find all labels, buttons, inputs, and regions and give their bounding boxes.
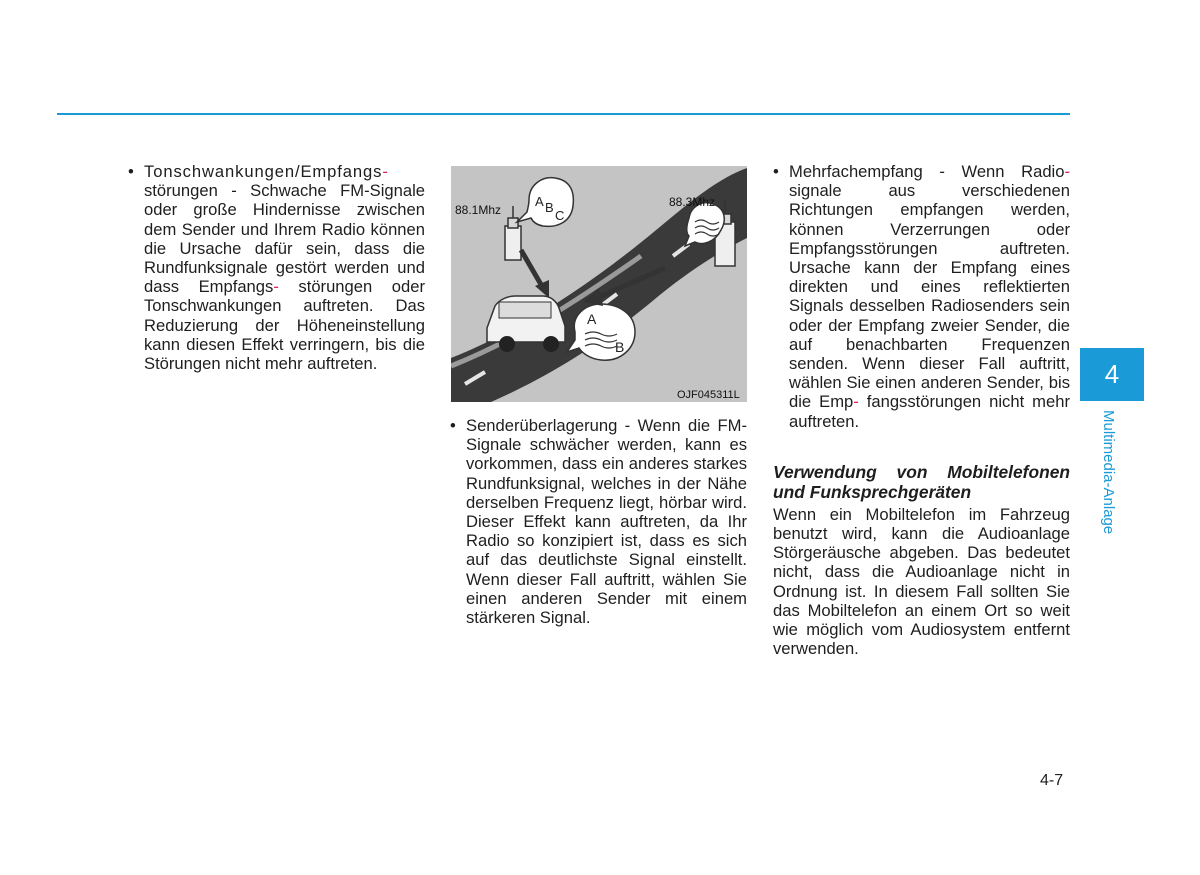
bullet-dot: • [128,162,134,181]
frequency-label-right: 88.3Mhz [669,195,716,209]
bullet-tonschwankungen-text: störungen - Schwache FM-Signale oder große Hindernisse zwischen dem Sender und Ihrem Radio können die Ursache dafür sein, dass die Rundfunksignale gestört werden und dass Empfangs [144,181,425,297]
signal-arrow-left-icon [521,250,549,298]
column-left [128,162,425,373]
bullet-dot: • [773,162,779,181]
hyphen-mark: - [1064,162,1070,181]
signal-bubble-left-icon [517,178,573,227]
bubble-letter-a-car: A [587,311,597,327]
frequency-label-left: 88.1Mhz [455,203,502,217]
header-rule [57,113,1070,115]
hyphen-mark: - [382,162,388,181]
bubble-letter-b: B [545,200,554,215]
bullet-senderueberlagerung-text: Senderüberlagerung - Wenn die FM-Signale schwächer werden, kann es vorkommen, dass ein anderes starkes Rundfunksignal, welches in der Nähe derselben Frequenz liegt, hörbar wird. Dieser Effekt kann auftreten, da Ihr Radio so konzipiert ist, dass es sich auf das deutlichste Signal einstellt. Wenn dieser Fall auftritt, wählen Sie einen anderen Sender mit einem stärkeren Signal. [466,416,747,628]
figure-code: OJF045311L [677,389,740,401]
bubble-letter-b-car: B [615,339,625,355]
bullet-mehrfachempfang-lead: Mehrfachempfang - Wenn Radio [789,162,1065,181]
column-right [773,162,1070,658]
bullet-mehrfachempfang [773,162,1070,431]
reception-illustration-svg [451,166,747,402]
mobile-phone-paragraph: Wenn ein Mobiltelefon im Fahrzeug benutzt wird, kann die Audioanlage Störgeräusche abgeben. Das bedeutet nicht, dass die Audioanlage nicht in Ordnung ist. In diesem Fall sollten Sie das Mobiltelefon an einem Ort so weit wie möglich vom Audiosystem entfernt verwenden. [773,504,1070,659]
bullet-senderueberlagerung [450,416,747,627]
left-transmitter-icon [505,206,521,260]
bullet-dot: • [450,416,456,435]
bullet-mehrfachempfang-text-end: fangsstörungen nicht mehr auftreten. [789,392,1070,431]
column-middle [450,416,747,627]
hyphen-mark: - [273,277,279,297]
bubble-letter-a: A [535,194,544,209]
bullet-tonschwankungen-text-end: störungen oder Tonschwankungen auftreten. Das Reduzierung der Höheneinstellung kann diesen Effekt verringern, bis die Störungen nicht mehr auftreten. [144,277,425,374]
bullet-mehrfachempfang-text: signale aus verschiedenen Richtungen empfangen werden, können Verzerrungen oder Empfangsstörungen auftreten. Ursache kann der Empfang eines direkten und eines reflektierten Signals desselben Radiosenders sein oder der Empfang zweier Sender, die auf benachbarten Frequenzen senden. Wenn dieser Fall auftritt, wählen Sie einen anderen Sender, bis die Emp [789,181,1070,412]
reception-illustration [451,166,747,402]
bullet-tonschwankungen [128,162,425,373]
chapter-number-tab: 4 [1080,348,1144,401]
section-heading: Verwendung von Mobiltelefonen und Funksprechgeräten [773,461,1070,502]
section-heading-wrap [773,462,1070,502]
page-number: 4-7 [1040,772,1064,789]
bullet-tonschwankungen-lead: Tonschwankungen/Empfangs [144,162,383,181]
chapter-title: Multimedia-Anlage [1100,410,1117,535]
bubble-letter-c: C [555,208,565,223]
hyphen-mark: - [853,392,859,412]
